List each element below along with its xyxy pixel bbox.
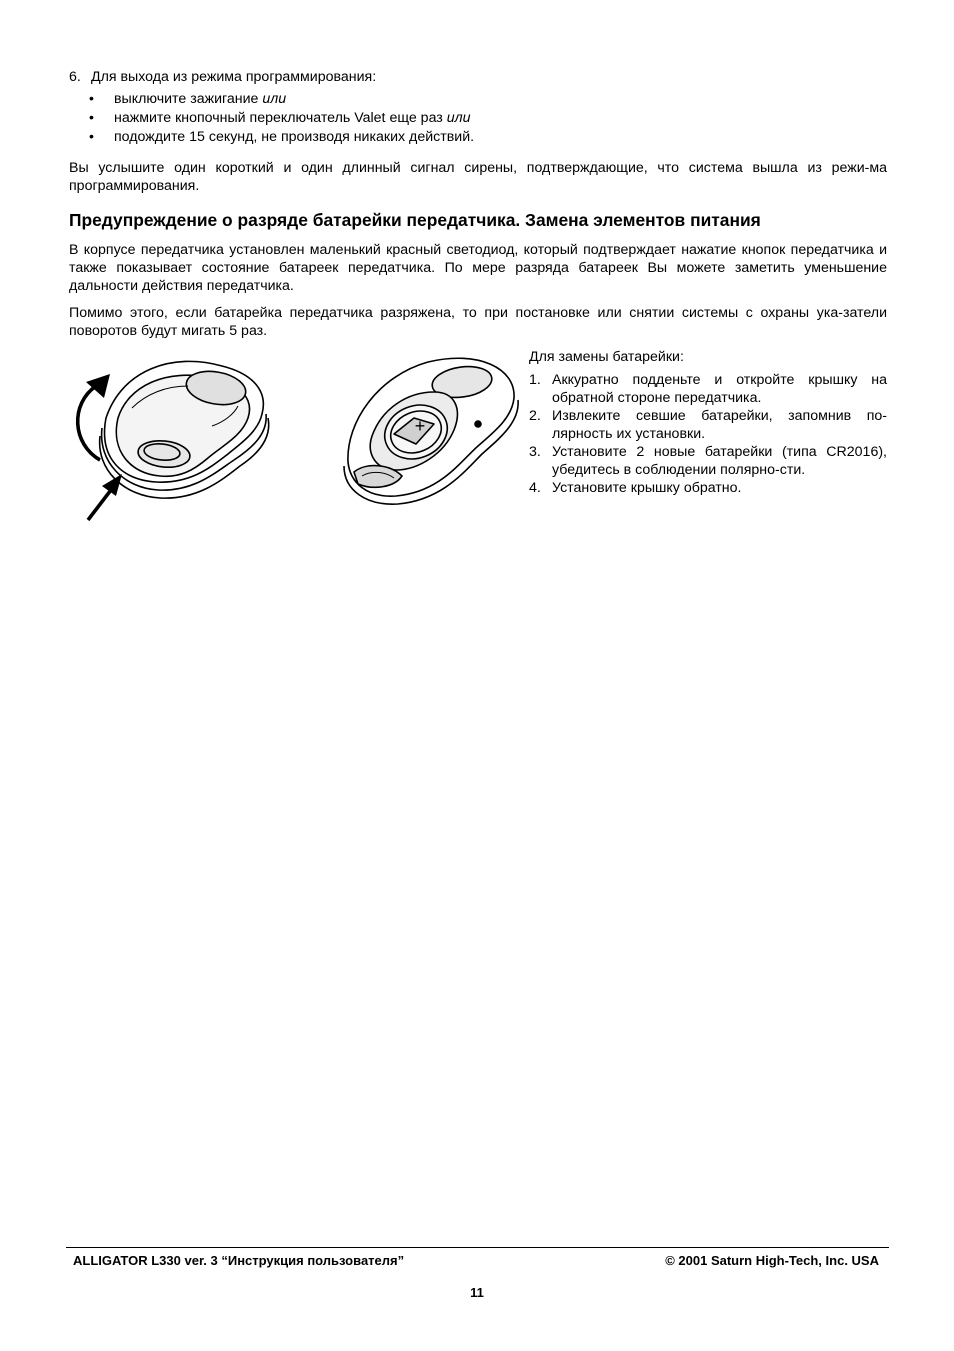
transmitter-closed-illustration <box>62 348 277 528</box>
footer-divider <box>66 1247 889 1248</box>
turn-signal-paragraph: Помимо этого, если батарейка передатчика разряжена, то при постановке или снятии системы с охраны ука-затели поворотов будут мигать 5 раз. <box>69 305 887 339</box>
replacement-intro: Для замены батарейки: <box>529 349 684 365</box>
list-item <box>529 407 887 443</box>
exit-programming-step <box>69 68 889 147</box>
section-heading: Предупреждение о разряде батарейки передатчика. Замена элементов питания <box>69 210 761 230</box>
list-item-text: нажмите кнопочный переключатель Valet еще раз <box>114 110 447 126</box>
list-item-emphasis: или <box>262 91 287 107</box>
list-item-number: 4. <box>529 480 541 496</box>
step-header <box>69 68 889 86</box>
list-item-number: 2. <box>529 408 541 424</box>
bullet-icon: • <box>89 110 94 126</box>
list-item <box>529 479 887 497</box>
confirmation-paragraph: Вы услышите один короткий и один длинный сигнал сирены, подтверждающие, что система вышла из режи-ма программирования. <box>69 160 887 194</box>
list-item-text: подождите 15 секунд, не производя никаких действий. <box>114 129 475 145</box>
exit-options-list <box>69 90 889 147</box>
list-item-text: Аккуратно подденьте и откройте крышку на обратной стороне передатчика. <box>552 372 887 406</box>
list-item-emphasis: или <box>446 110 471 126</box>
list-item-number: 3. <box>529 444 541 460</box>
list-item <box>69 90 889 109</box>
list-item <box>69 109 889 128</box>
footer-copyright: © 2001 Saturn High-Tech, Inc. USA <box>665 1253 879 1268</box>
list-item <box>69 128 889 147</box>
transmitter-open-illustration <box>338 352 523 508</box>
list-item <box>529 371 887 407</box>
list-item-text: Извлеките севшие батарейки, запомнив по-лярность их установки. <box>552 408 887 442</box>
bullet-icon: • <box>89 129 94 145</box>
page-number: 11 <box>470 1285 484 1300</box>
replacement-steps-list <box>529 371 887 497</box>
list-item-text: Установите крышку обратно. <box>552 480 742 496</box>
list-item-number: 1. <box>529 372 541 388</box>
battery-polarity-label: + <box>414 416 426 436</box>
led-description-paragraph: В корпусе передатчика установлен маленький красный светодиод, который подтверждает нажатие кнопок передатчика и также показывает состояние батареек передатчика. По мере разряда батареек Вы можете заметить уменьшение дальности действия передатчика. <box>69 242 887 294</box>
bullet-icon: • <box>89 91 94 107</box>
step-title: Для выхода из режима программирования: <box>91 69 377 85</box>
footer-product-title: ALLIGATOR L330 ver. 3 “Инструкция пользователя” <box>73 1253 405 1268</box>
list-item <box>529 443 887 479</box>
list-item-text: Установите 2 новые батарейки (типа CR2016), убедитесь в соблюдении полярно-сти. <box>552 444 887 478</box>
list-item-text: выключите зажигание <box>114 91 263 107</box>
step-number: 6. <box>69 69 81 85</box>
